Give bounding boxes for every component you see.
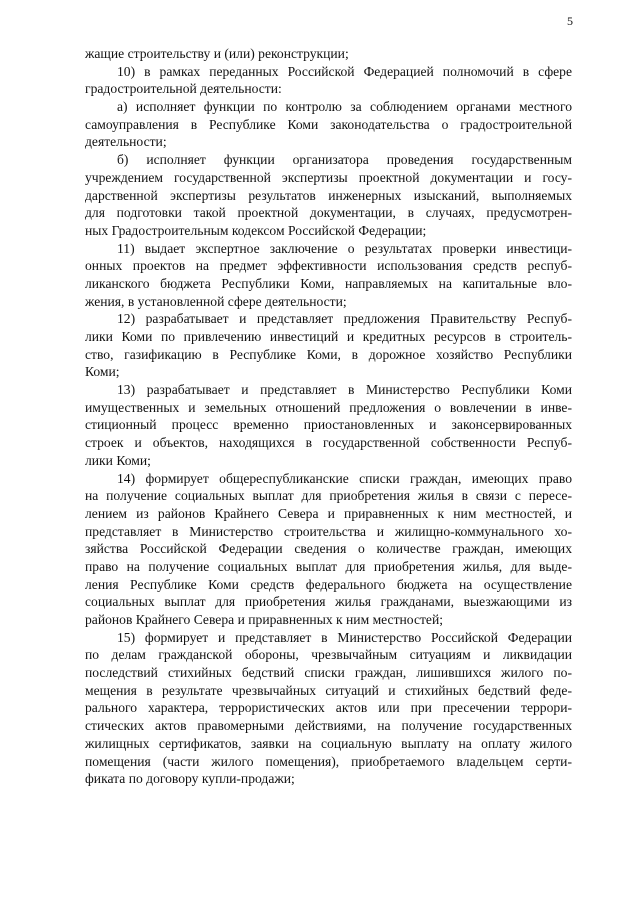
- text-line: жащие строительству и (или) реконструкции;: [85, 46, 349, 61]
- text-line: лики Коми;: [85, 452, 151, 468]
- document-body: [85, 45, 572, 788]
- text-line: ления Республике Коми средств федерального бюджета на осуществление: [85, 576, 572, 592]
- text-line: б) исполняет функции организатора проведения государственным: [117, 152, 572, 168]
- text-line: строек и объектов, находящихся в государственной собственности Респуб-: [85, 435, 572, 451]
- text-line: ликанского бюджета Республики Коми, направляемых на капитальные вло-: [85, 275, 572, 291]
- text-line: учреждением государственной экспертизы проектной документации и госу-: [85, 169, 572, 185]
- text-line: 10) в рамках переданных Российской Федерацией полномочий в сфере: [117, 63, 572, 79]
- text-line: самоуправления в Республике Коми законодательства о градостроительной: [85, 116, 572, 132]
- text-line: лением из районов Крайнего Севера и приравненных к ним местностей, и: [85, 505, 572, 521]
- text-line: право на получение социальных выплат для приобретения жилья, для выде-: [85, 558, 572, 574]
- text-line: дарственной экспертизы результатов инженерных изысканий, выполняемых: [85, 187, 572, 203]
- text-line: онных проектов на предмет эффективности использования средств респуб-: [85, 258, 572, 274]
- text-line: стиционный процесс временно приостановленных и законсервированных: [85, 417, 572, 433]
- text-line: для подготовки такой проектной документации, в случаях, предусмотрен-: [85, 205, 572, 221]
- text-line: 15) формирует и представляет в Министерство Российской Федерации: [117, 629, 572, 645]
- text-line: а) исполняет функции по контролю за соблюдением органами местного: [117, 99, 572, 115]
- text-line: 14) формирует общереспубликанские списки граждан, имеющих право: [117, 470, 572, 486]
- text-line: ных Градостроительным кодексом Российской Федерации;: [85, 222, 427, 238]
- text-line: фиката по договору купли-продажи;: [85, 771, 295, 787]
- text-line: деятельности;: [85, 134, 167, 150]
- text-line: на получение социальных выплат для приобретения жилья в связи с пересе-: [85, 488, 572, 504]
- page-number: 5: [567, 14, 573, 28]
- text-line: мещения в результате чрезвычайных ситуаций и стихийных бедствий феде-: [85, 682, 572, 698]
- text-line: стических актов правомерными действиями, на получение государственных: [85, 718, 572, 734]
- text-line: рального характера, террористических актов или при пресечении террори-: [85, 700, 572, 716]
- text-line: лики Коми по привлечению инвестиций и кредитных ресурсов в строитель-: [85, 329, 572, 344]
- text-line: 11) выдает экспертное заключение о результатах проверки инвестици-: [117, 240, 572, 256]
- text-line: последствий стихийных бедствий списки граждан, лишившихся жилого по-: [85, 665, 572, 681]
- text-line: имущественных и земельных отношений предложения о вовлечении в инве-: [85, 399, 572, 415]
- text-line: Коми;: [85, 364, 120, 380]
- text-line: социальных выплат для приобретения жилья гражданами, выезжающими из: [85, 594, 572, 610]
- text-line: по делам гражданской обороны, чрезвычайным ситуациям и ликвидации: [85, 647, 572, 663]
- text-line: районов Крайнего Севера и приравненных к ним местностей;: [85, 612, 443, 627]
- text-line: представляет в Министерство строительства и жилищно-коммунального хо-: [85, 523, 572, 539]
- text-line: помещения (части жилого помещения), приобретаемого владельцем серти-: [85, 753, 572, 769]
- text-line: 12) разрабатывает и представляет предложения Правительству Респуб-: [117, 311, 572, 327]
- text-line: жения, в установленной сфере деятельности;: [85, 293, 347, 309]
- text-line: жилищных сертификатов, заявки на социальную выплату на оплату жилого: [85, 735, 572, 751]
- text-line: зяйства Российской Федерации сведения о количестве граждан, имеющих: [85, 541, 572, 557]
- text-line: 13) разрабатывает и представляет в Министерство Республики Коми: [117, 382, 572, 398]
- text-line: градостроительной деятельности:: [85, 81, 282, 97]
- text-line: ство, газификацию в Республике Коми, в дорожное хозяйство Республики: [85, 346, 572, 362]
